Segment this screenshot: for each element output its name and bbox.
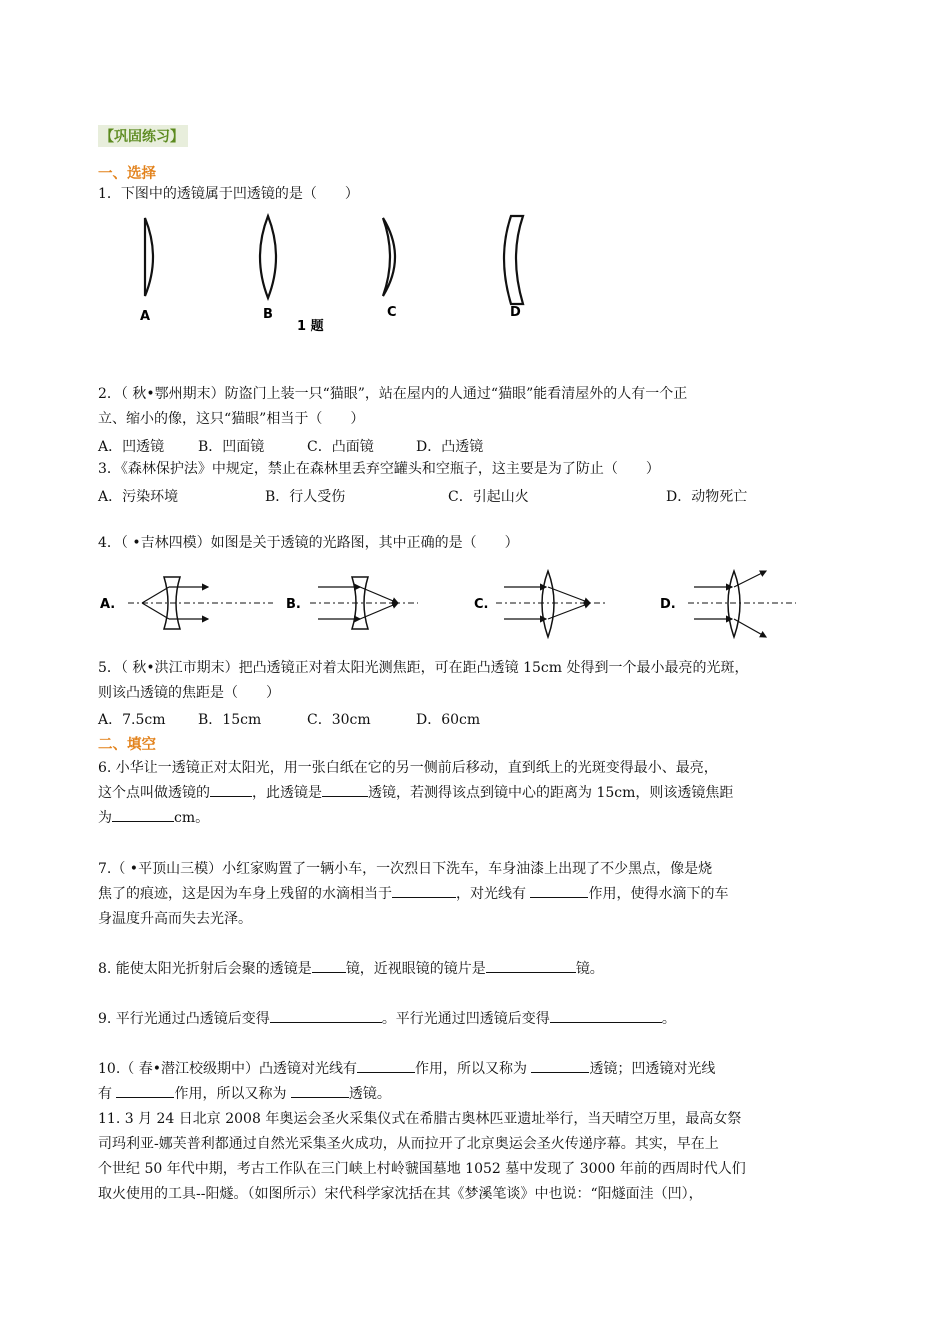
q5-option-d[interactable]: D．60cm xyxy=(416,712,481,728)
q7-line3: 身温度升高而失去光泽。 xyxy=(98,911,252,927)
q3-options xyxy=(98,486,858,506)
q1-label-a: A xyxy=(140,309,151,324)
q4-label-c: C. xyxy=(474,597,489,612)
lens-b xyxy=(260,216,276,298)
q7-line1: 7.（ •平顶山三模）小红家购置了一辆小车，一次烈日下洗车，车身油漆上出现了不少黑点，像是烧 xyxy=(98,861,713,877)
q1-stem: 1．下图中的透镜属于凹透镜的是（ ） xyxy=(98,186,359,202)
q4-line1: 4．（ •吉林四模）如图是关于透镜的光路图，其中正确的是（ ） xyxy=(98,535,519,551)
q4-label-d: D. xyxy=(660,597,676,612)
lens-c xyxy=(383,218,395,296)
q6-line1: 6. 小华让一透镜正对太阳光，用一张白纸在它的另一侧前后移动，直到纸上的光斑变得最小、最亮， xyxy=(98,760,718,776)
q5-option-b[interactable]: B．15cm xyxy=(198,712,262,728)
q2-option-c[interactable]: C．凸面镜 xyxy=(307,439,374,455)
q3-option-a[interactable]: A．污染环境 xyxy=(98,489,179,505)
q11-line3: 个世纪 50 年代中期，考古工作队在三门峡上村岭虢国墓地 1052 墓中发现了 3000 年前的西周时代人们 xyxy=(98,1161,746,1177)
q3-option-d[interactable]: D．动物死亡 xyxy=(666,489,748,505)
section-tag-consolidation: 【巩固练习】 xyxy=(98,125,188,147)
q8-line: 8. 能使太阳光折射后会聚的透镜是 镜，近视眼镜的镜片是 镜。 xyxy=(98,958,604,980)
q4-label-b: B. xyxy=(286,597,301,612)
q2-line2: 立、缩小的像，这只“猫眼”相当于（ ） xyxy=(98,411,365,427)
q8-blank-2[interactable] xyxy=(486,958,576,973)
q2-option-b[interactable]: B．凹面镜 xyxy=(198,439,265,455)
q10-blank-2[interactable] xyxy=(531,1058,589,1073)
q5-line1: 5．（ 秋•洪江市期末）把凸透镜正对着太阳光测焦距，可在距凸透镜 15cm 处得到一个最小最亮的光斑， xyxy=(98,660,749,676)
q5-options xyxy=(98,709,858,729)
q6-line3: 为 cm。 xyxy=(98,807,209,829)
q7-blank-1[interactable] xyxy=(392,883,456,898)
q6-line2: 这个点叫做透镜的 ，此透镜是 透镜，若测得该点到镜中心的距离为 15cm，则该透镜焦距 xyxy=(98,782,733,804)
q9-line: 9. 平行光通过凸透镜后变得 。平行光通过凹透镜后变得 。 xyxy=(98,1008,676,1030)
lens-a xyxy=(145,218,153,296)
q11-line4: 取火使用的工具--阳燧。（如图所示）宋代科学家沈括在其《梦溪笔谈》中也说：“阳燧面洼（凹）， xyxy=(98,1186,703,1202)
q10-blank-3[interactable] xyxy=(116,1083,174,1098)
q6-blank-2[interactable] xyxy=(322,782,368,797)
q1-label-d: D xyxy=(510,305,521,320)
q8-blank-1[interactable] xyxy=(312,958,346,973)
q4-ray-diagram xyxy=(98,565,798,643)
q6-blank-1[interactable] xyxy=(210,782,252,797)
q9-blank-2[interactable] xyxy=(550,1008,662,1023)
q1-lens-figure xyxy=(125,210,565,340)
q10-line2: 有 作用，所以又称为 透镜。 xyxy=(98,1083,391,1105)
q5-option-c[interactable]: C．30cm xyxy=(307,712,371,728)
q1-label-c: C xyxy=(387,305,397,320)
q7-blank-2[interactable] xyxy=(530,883,588,898)
q2-options xyxy=(98,436,858,456)
q1-caption: 1 题 xyxy=(297,319,324,334)
q2-option-a[interactable]: A．凹透镜 xyxy=(98,439,165,455)
q3-line1: 3．《森林保护法》中规定，禁止在森林里丢弃空罐头和空瓶子，这主要是为了防止（ ） xyxy=(98,461,660,477)
q3-option-c[interactable]: C．引起山火 xyxy=(448,489,529,505)
q4-label-a: A. xyxy=(100,597,116,612)
section-heading-fill: 二、填空 xyxy=(98,737,156,753)
q2-line1: 2．（ 秋•鄂州期末）防盗门上装一只“猫眼”，站在屋内的人通过“猫眼”能看清屋外的人有一个正 xyxy=(98,386,688,402)
q10-blank-4[interactable] xyxy=(291,1083,349,1098)
q5-line2: 则该凸透镜的焦距是（ ） xyxy=(98,685,280,701)
q1-label-b: B xyxy=(263,307,273,322)
q6-blank-3[interactable] xyxy=(112,807,174,822)
q11-line1: 11. 3 月 24 日北京 2008 年奥运会圣火采集仪式在希腊古奥林匹亚遗址举行，当天晴空万里，最高女祭 xyxy=(98,1111,742,1127)
q10-blank-1[interactable] xyxy=(357,1058,415,1073)
q2-option-d[interactable]: D．凸透镜 xyxy=(416,439,484,455)
q7-line2: 焦了的痕迹，这是因为车身上残留的水滴相当于 ，对光线有 作用，使得水滴下的车 xyxy=(98,883,728,905)
lens-d xyxy=(504,216,523,304)
q11-line2: 司玛利亚-娜芙普利都通过自然光采集圣火成功，从而拉开了北京奥运会圣火传递序幕。其实，早在上 xyxy=(98,1136,719,1152)
q3-option-b[interactable]: B．行人受伤 xyxy=(265,489,346,505)
section-heading-choice: 一、选择 xyxy=(98,166,156,182)
q9-blank-1[interactable] xyxy=(270,1008,382,1023)
q5-option-a[interactable]: A．7.5cm xyxy=(98,712,166,728)
q10-line1: 10.（ 春•潜江校级期中）凸透镜对光线有 作用，所以又称为 透镜；凹透镜对光线 xyxy=(98,1058,715,1080)
